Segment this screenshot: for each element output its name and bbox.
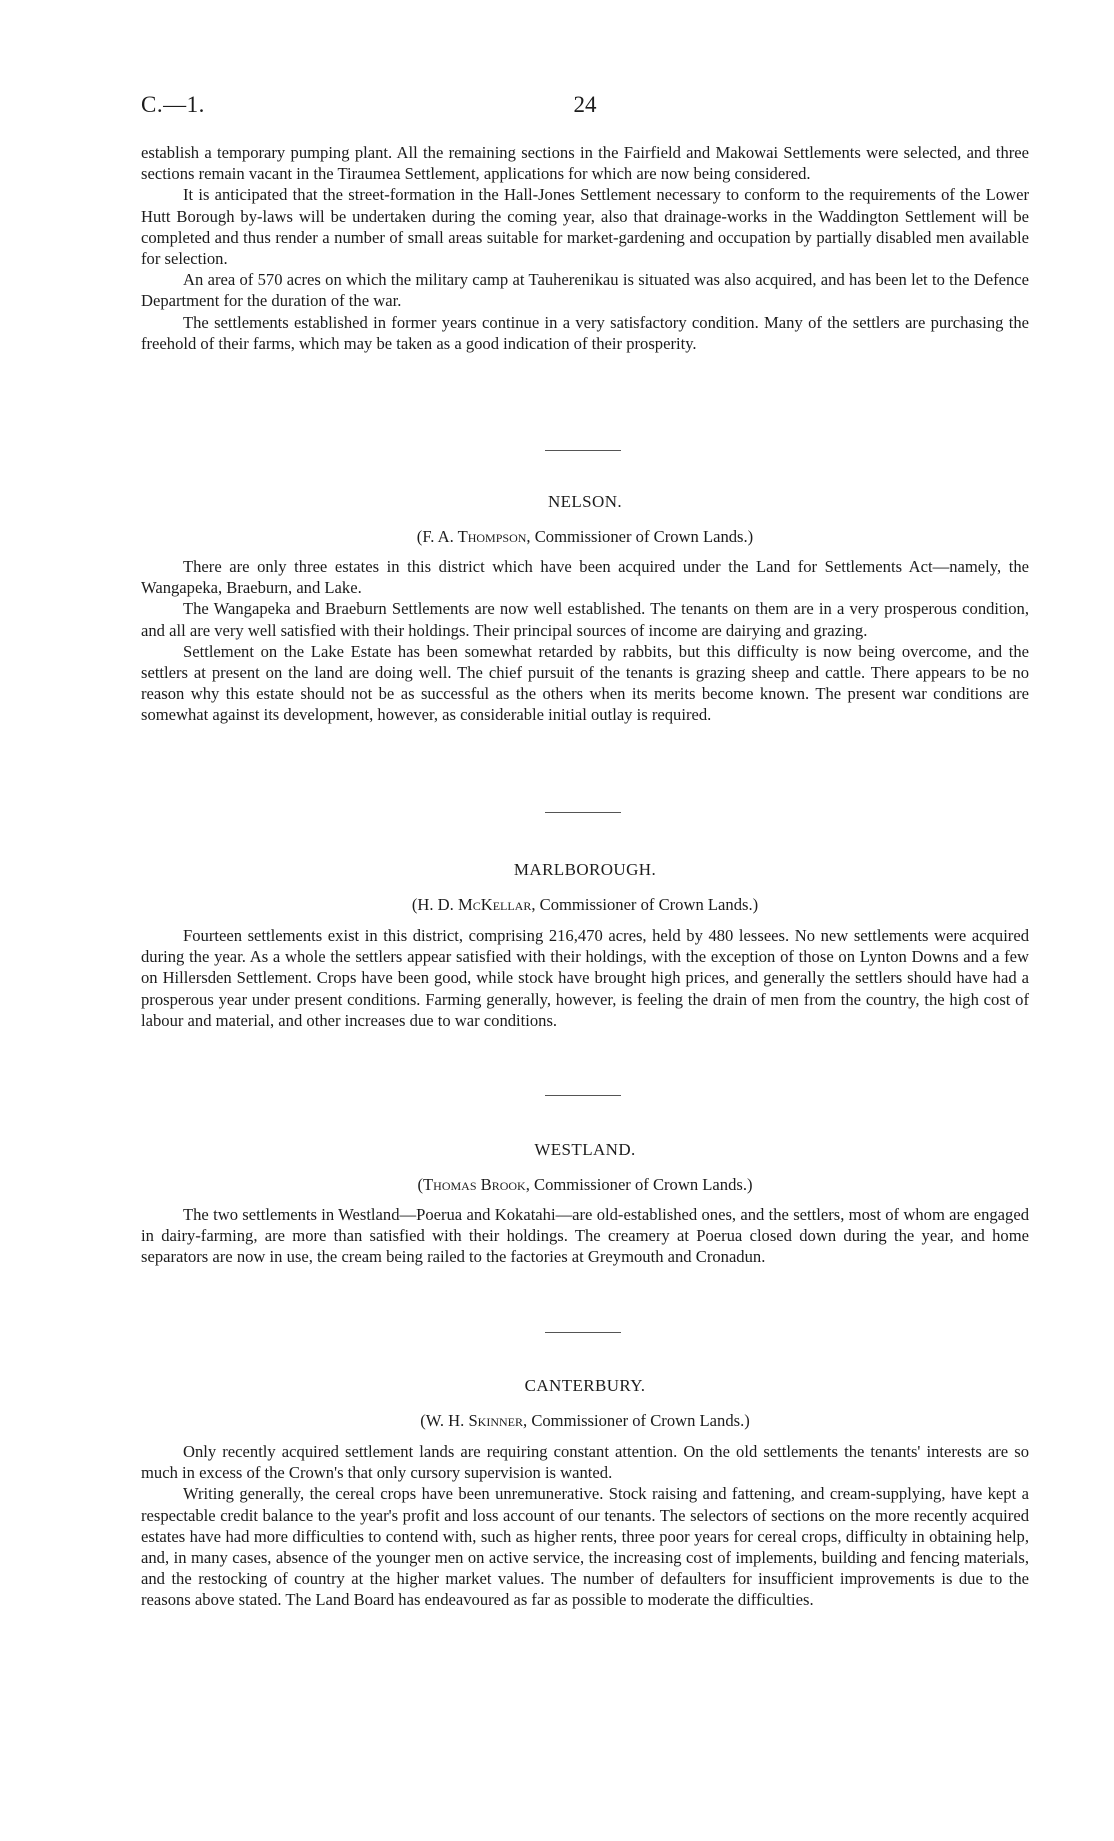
section-paragraph: The two settlements in Westland—Poerua and Kokatahi—are old-established ones, and the settlers, most of whom are engaged in dairy-farming, are more than satisfied with their holdings. The creamery at Poerua closed down during the year, and home separators are now in use, the cream being railed to the factories at Greymouth and Cronadun. [141, 1205, 1029, 1267]
section-title-nelson: NELSON. [547, 492, 623, 511]
section-divider [545, 1095, 621, 1096]
commissioner-name: W. H. Skinner [425, 1411, 524, 1430]
commissioner-name: H. D. McKellar [417, 895, 532, 914]
intro-paragraph: It is anticipated that the street-formation in the Hall-Jones Settlement necessary to conform to the requirements of the Lower Hutt Borough by-laws will be undertaken during the coming year, also that drainage-works in the Waddington Settlement will be completed and thus render a number of small areas suitable for market-gardening and occupation by partially disabled men available for selection. [141, 185, 1029, 269]
section-body-canterbury [141, 1441, 1029, 1611]
section-body-nelson [141, 556, 1029, 726]
commissioner-role: , Commissioner of Crown Lands.) [526, 527, 754, 546]
section-commissioner-marlborough [141, 895, 1029, 915]
intro-paragraph: An area of 570 acres on which the military camp at Tauherenikau is situated was also acquired, and has been let to the Defence Department for the duration of the war. [141, 270, 1029, 311]
section-title-westland: WESTLAND. [534, 1140, 636, 1159]
intro-paragraph: The settlements established in former years continue in a very satisfactory condition. Many of the settlers are purchasing the freehold of their farms, which may be taken as a good indication of their prosperity. [141, 312, 1029, 353]
section-title-marlborough: MARLBOROUGH. [513, 860, 657, 879]
section-paragraph: Only recently acquired settlement lands are requiring constant attention. On the old settlements the tenants' interests are so much in excess of the Crown's that only cursory supervision is wanted. [141, 1442, 1029, 1483]
section-paragraph: Settlement on the Lake Estate has been somewhat retarded by rabbits, but this difficulty is now being overcome, and the settlers at present on the land are doing well. The chief pursuit of the tenants is grazing sheep and cattle. There appears to be no reason why this estate should not be as successful as the others when its merits become known. The present war conditions are somewhat against its development, however, as considerable initial outlay is required. [141, 641, 1029, 725]
subtitle-open: ( [416, 527, 423, 546]
section-body-westland [141, 1204, 1029, 1268]
commissioner-name: F. A. Thompson [422, 527, 527, 546]
commissioner-role: , Commissioner of Crown Lands.) [525, 1175, 753, 1194]
section-divider [545, 1332, 621, 1333]
page-number: 24 [573, 92, 597, 117]
commissioner-name: Thomas Brook [423, 1175, 526, 1194]
intro-text [141, 142, 1029, 354]
subtitle-open: ( [417, 1175, 424, 1194]
document-reference: C.—1. [141, 92, 205, 117]
commissioner-role: , Commissioner of Crown Lands.) [531, 895, 759, 914]
intro-paragraph: establish a temporary pumping plant. All the remaining sections in the Fairfield and Makowai Settlements were selected, and three sections remain vacant in the Tiraumea Settlement, applications for which are now being considered. [141, 143, 1029, 184]
section-commissioner-canterbury [141, 1411, 1029, 1431]
section-commissioner-nelson [141, 527, 1029, 547]
section-paragraph: The Wangapeka and Braeburn Settlements are now well established. The tenants on them are in a very prosperous condition, and all are very well satisfied with their holdings. Their principal sources of income are dairying and grazing. [141, 599, 1029, 640]
section-paragraph: There are only three estates in this district which have been acquired under the Land for Settlements Act—namely, the Wangapeka, Braeburn, and Lake. [141, 557, 1029, 598]
section-title-canterbury: CANTERBURY. [524, 1376, 646, 1395]
section-divider [545, 812, 621, 813]
commissioner-role: , Commissioner of Crown Lands.) [523, 1411, 750, 1430]
section-divider [545, 450, 621, 451]
section-paragraph: Fourteen settlements exist in this district, comprising 216,470 acres, held by 480 lessees. No new settlements were acquired during the year. As a whole the settlers appear satisfied with their holdings, with the exception of those on Lynton Downs and a few on Hillersden Settlement. Crops have been good, while stock have brought high prices, and generally the settlers should have had a prosperous year under present conditions. Farming generally, however, is feeling the drain of men from the country, the high cost of labour and material, and other increases due to war conditions. [141, 926, 1029, 1030]
subtitle-open: ( [411, 895, 418, 914]
subtitle-open: ( [420, 1411, 426, 1430]
page-header [141, 92, 1029, 126]
section-body-marlborough [141, 925, 1029, 1031]
section-commissioner-westland [141, 1175, 1029, 1195]
section-paragraph: Writing generally, the cereal crops have been unremunerative. Stock raising and fattening, and cream-supplying, have kept a respectable credit balance to the year's profit and loss account of our tenants. The selectors of sections on the more recently acquired estates have had more difficulties to contend with, such as higher rents, three poor years for cereal crops, difficulty in obtaining help, and, in many cases, absence of the younger men on active service, the increasing cost of implements, building and fencing materials, and the restocking of country at the higher market values. The number of defaulters for insufficient improvements is due to the reasons above stated. The Land Board has endeavoured as far as possible to moderate the difficulties. [141, 1484, 1029, 1610]
